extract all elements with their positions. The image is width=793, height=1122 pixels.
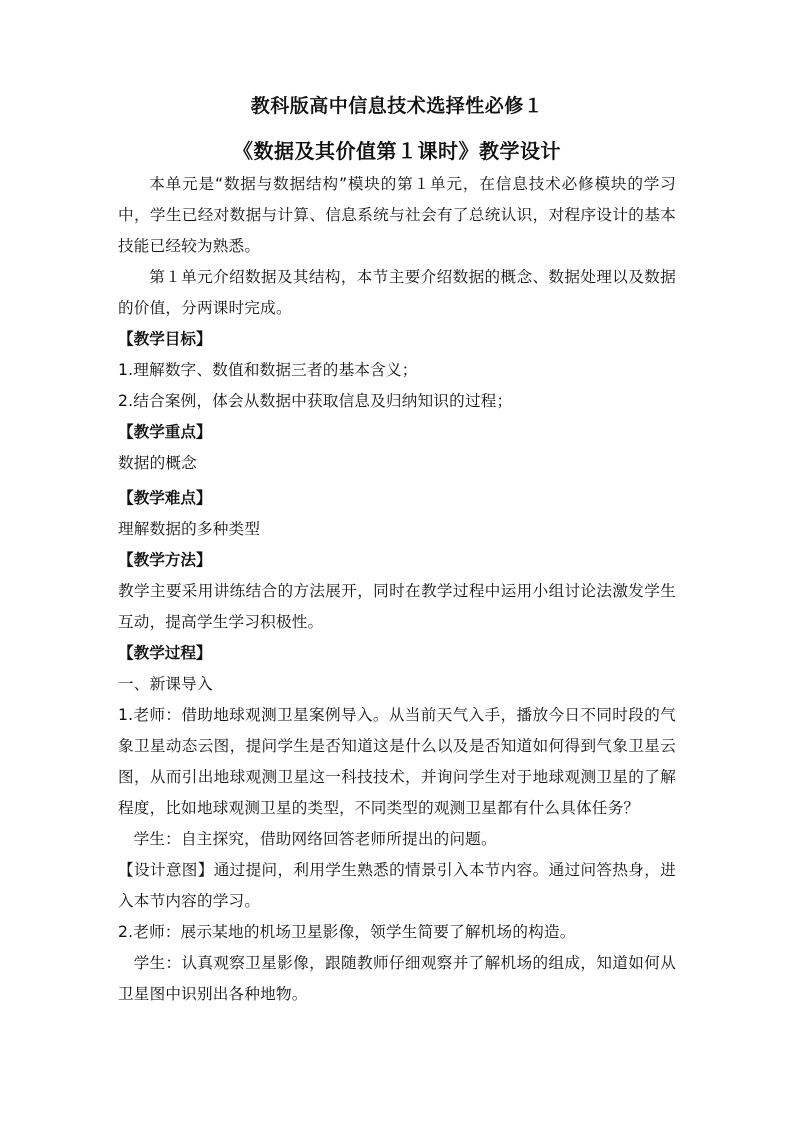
intro-paragraph-2: 第１单元介绍数据及其结构，本节主要介绍数据的概念、数据处理以及数据的价值，分两课时完成。 [118,268,676,317]
step2-teacher: 2.老师：展示某地的机场卫星影像，领学生简要了解机场的构造。 [118,923,576,941]
difficulty-heading: 【教学难点】 [118,489,212,507]
goals-heading: 【教学目标】 [118,330,212,348]
section-1-title: 一、新课导入 [118,675,213,693]
design-intent [118,855,676,917]
step1-student: 学生：自主探究，借助网络回答老师所提出的问题。 [133,830,497,848]
intro-paragraph-1: 本单元是“数据与数据结构”模块的第１单元，在信息技术必修模块的学习中，学生已经对数据与计算、信息系统与社会有了总统认识，对程序设计的基本技能已经较为熟悉。 [118,175,676,255]
design-intent-text: 通过提问，利用学生熟悉的情景引入本节内容。通过问答热身，进入本节内容的学习。 [118,861,676,910]
process-heading: 【教学过程】 [118,644,212,662]
method-text: 教学主要采用讲练结合的方法展开，同时在教学过程中运用小组讨论法激发学生互动，提高学生学习积极性。 [118,582,676,631]
focus-text: 数据的概念 [118,454,197,472]
document-title-line2: 《数据及其价值第１课时》教学设计 [233,139,561,163]
step1-teacher: 1.老师：借助地球观测卫星案例导入。从当前天气入手，播放今日不同时段的气象卫星动态云图，提问学生是否知道这是什么以及是否知道如何得到气象卫星云图，从而引出地球观测卫星这一科技技术，并询问学生对于地球观测卫星的了解程度，比如地球观测卫星的类型，不同类型的观测卫星都有什么具体任务？ [118,706,676,817]
difficulty-text: 理解数据的多种类型 [118,520,261,538]
goal-item-1: 1.理解数字、数值和数据三者的基本含义； [118,361,418,379]
document-page [118,94,676,1010]
method-heading: 【教学方法】 [118,551,212,569]
document-title-line1: 教科版高中信息技术选择性必修１ [250,95,544,117]
goal-item-2: 2.结合案例，体会从数据中获取信息及归纳知识的过程； [118,392,513,410]
design-intent-label: 【设计意图】 [118,861,214,879]
focus-heading: 【教学重点】 [118,423,212,441]
step2-student: 学生：认真观察卫星影像，跟随教师仔细观察并了解机场的组成，知道如何从卫星图中识别出各种地物。 [118,954,676,1003]
